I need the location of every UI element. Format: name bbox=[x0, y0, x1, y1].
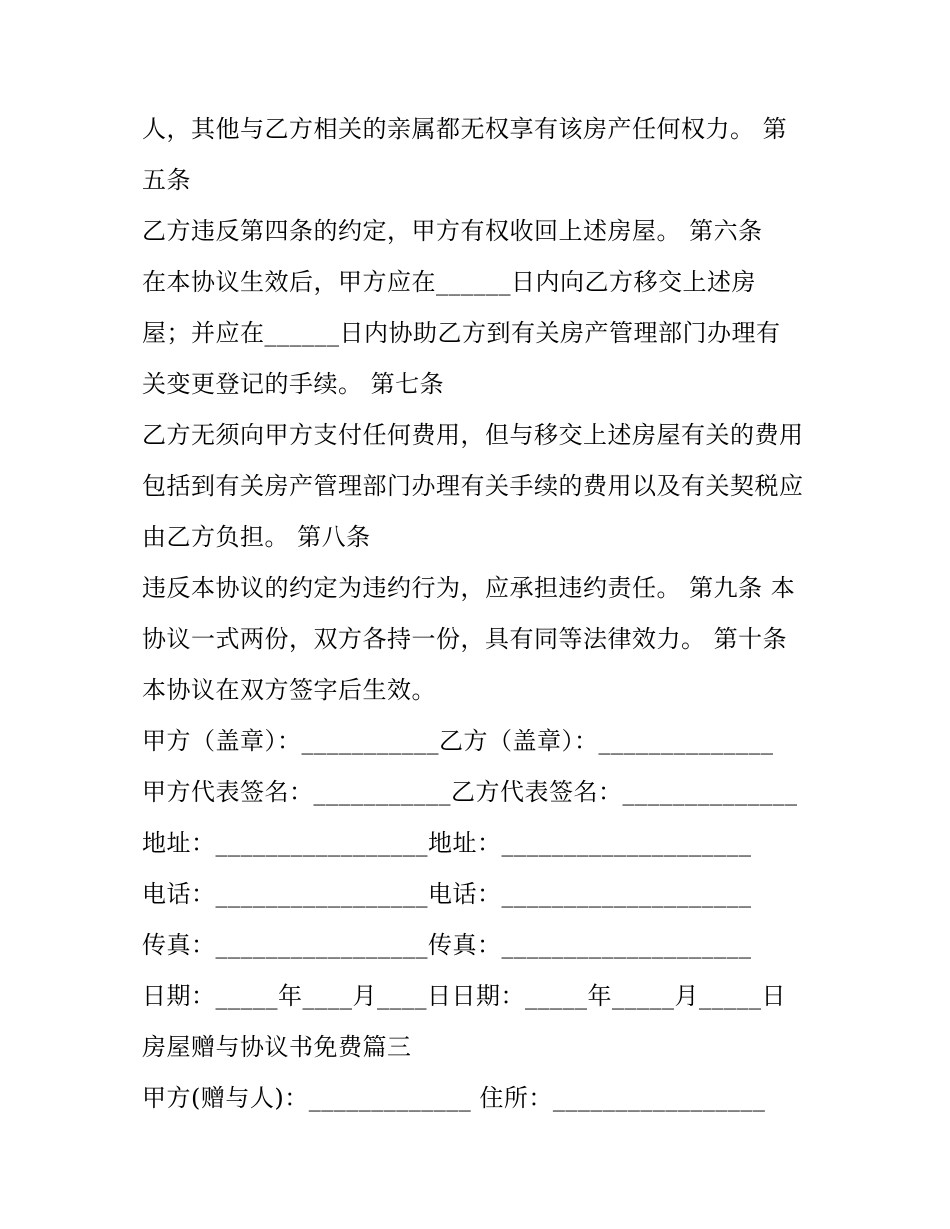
donor-row: 甲方(赠与人)：_____________ 住所：_________________ bbox=[142, 1084, 766, 1112]
text-line: 由乙方负担。 第八条 bbox=[142, 523, 371, 551]
text-line: 在本协议生效后，甲方应在______日内向乙方移交上述房 bbox=[142, 268, 756, 296]
fax-row: 传真：_________________传真：____________________ bbox=[142, 931, 752, 959]
text-line: 包括到有关房产管理部门办理有关手续的费用以及有关契税应 bbox=[142, 472, 804, 500]
text-line: 乙方违反第四条的约定，甲方有权收回上述房屋。 第六条 bbox=[142, 217, 763, 245]
text-line: 关变更登记的手续。 第七条 bbox=[142, 370, 445, 398]
text-line: 屋；并应在______日内协助乙方到有关房产管理部门办理有 bbox=[142, 319, 781, 347]
address-row: 地址：_________________地址：____________________ bbox=[142, 829, 752, 857]
text-line: 本协议在双方签字后生效。 bbox=[142, 676, 436, 704]
phone-row: 电话：_________________电话：____________________ bbox=[142, 880, 752, 908]
text-line: 违反本协议的约定为违约行为，应承担违约责任。 第九条 本 bbox=[142, 574, 796, 602]
date-row: 日期：_____年____月____日日期：_____年_____月_____日 bbox=[142, 982, 786, 1010]
text-line: 乙方无须向甲方支付任何费用，但与移交上述房屋有关的费用 bbox=[142, 421, 804, 449]
text-line: 五条 bbox=[142, 166, 191, 194]
document-body bbox=[142, 104, 832, 1124]
signature-representative-row: 甲方代表签名：___________乙方代表签名：______________ bbox=[142, 778, 798, 806]
text-line: 人，其他与乙方相关的亲属都无权享有该房产任何权力。 第 bbox=[142, 115, 788, 143]
signature-seal-row: 甲方（盖章）：___________乙方（盖章）：______________ bbox=[142, 727, 774, 755]
section-heading: 房屋赠与协议书免费篇三 bbox=[142, 1033, 412, 1061]
text-line: 协议一式两份，双方各持一份，具有同等法律效力。 第十条 bbox=[142, 625, 788, 653]
